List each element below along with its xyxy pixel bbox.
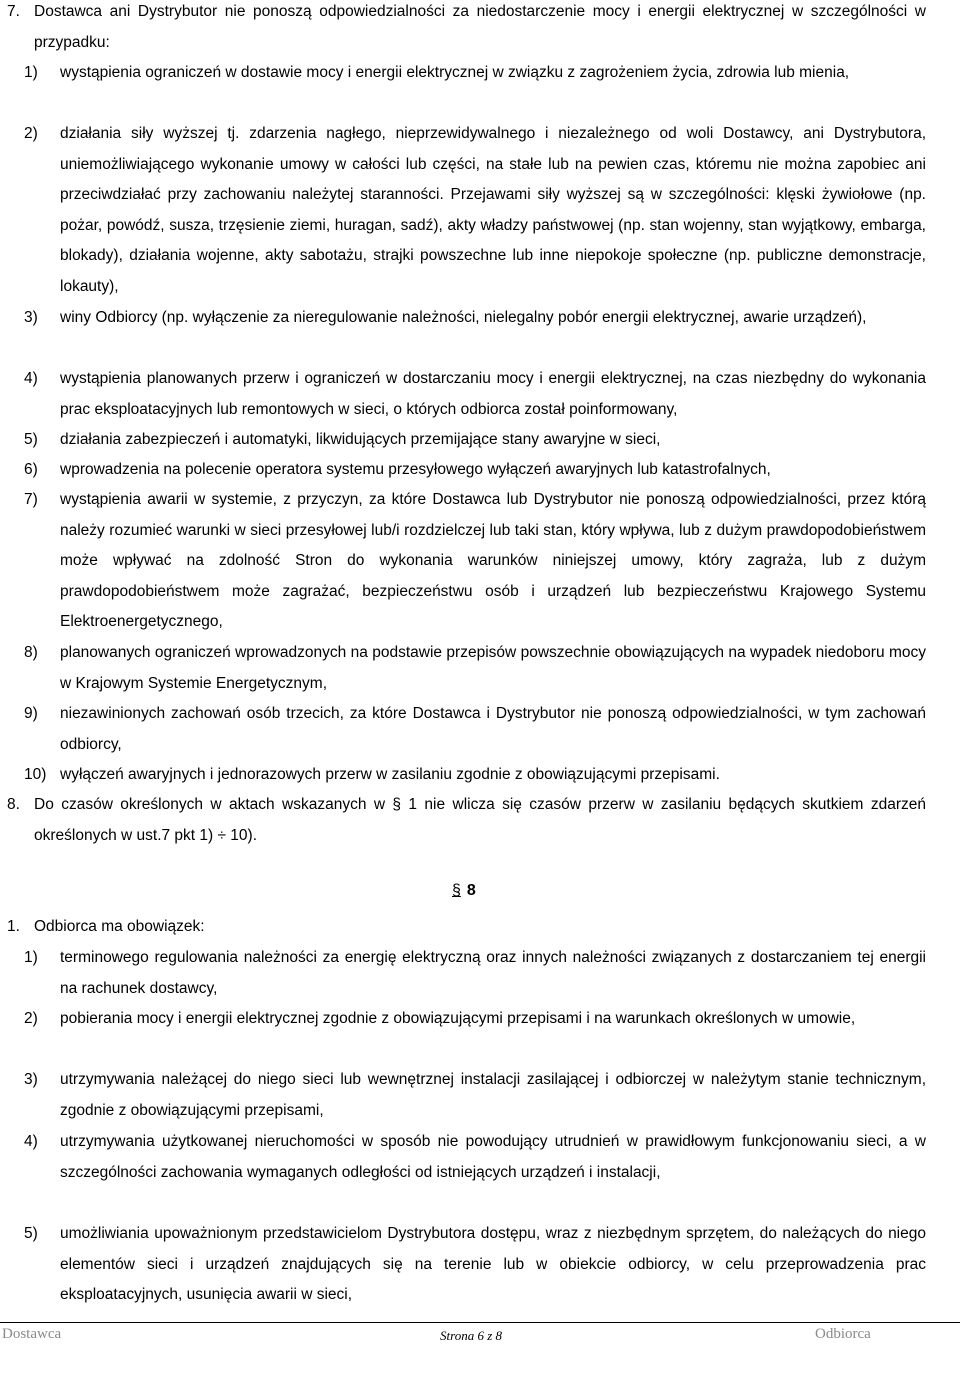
list-item: wyłączeń awaryjnych i jednorazowych przerw w zasilaniu zgodnie z obowiązującymi przepisami. — [60, 766, 720, 783]
list-item: działania zabezpieczeń i automatyki, likwidujących przemijające stany awaryjne w sieci, — [60, 431, 661, 448]
list-item-number: 4) — [24, 1133, 38, 1150]
page-number: Strona 6 z 8 — [440, 1328, 502, 1343]
list-item: utrzymywania użytkowanej nieruchomości w sposób nie powodujący utrudnień w prawidłowym funkcjonowaniu sieci, a w szczególności zachowania wymaganych odległości od istniejących urządzeń i instalacji, — [60, 1133, 926, 1181]
paragraph-sign: § — [452, 882, 461, 899]
paragraph-number: 8 — [466, 882, 476, 899]
section-text: Odbiorca ma obowiązek: — [34, 918, 205, 935]
footer-supplier-label: Dostawca — [2, 1326, 62, 1342]
list-item: wystąpienia awarii w systemie, z przyczyn, za które Dostawca lub Dystrybutor nie ponoszą odpowiedzialności, przez którą należy rozumieć warunki w sieci przesyłowej lub/i rozdzielczej lub taki stan, który wpływa, lub z dużym prawdopodobieństwem może wpływać na zdolność Stron do wykonania warunków niniejszej umowy, który zagraża, lub z dużym prawdopodobieństwem może zagrażać, bezpieczeństwu osób i urządzeń lub bezpieczeństwu Krajowego Systemu Elektroenergetycznego, — [60, 491, 926, 631]
list-item-number: 1) — [24, 949, 38, 966]
list-item-number: 9) — [24, 705, 38, 722]
list-item: terminowego regulowania należności za energię elektryczną oraz innych należności związanych z dostarczaniem tej energii na rachunek dostawcy, — [60, 949, 926, 997]
list-item-number: 7) — [24, 491, 38, 508]
list-item: niezawinionych zachowań osób trzecich, za które Dostawca i Dystrybutor nie ponoszą odpowiedzialności, w tym zachowań odbiorcy, — [60, 705, 926, 753]
section-text: Do czasów określonych w aktach wskazanych w § 1 nie wlicza się czasów przerw w zasilaniu będących skutkiem zdarzeń określonych w ust.7 pkt 1) ÷ 10). — [34, 796, 926, 844]
list-item-number: 10) — [24, 766, 47, 783]
list-item: pobierania mocy i energii elektrycznej zgodnie z obowiązującymi przepisami i na warunkach określonych w umowie, — [60, 1010, 856, 1027]
list-item-number: 8) — [24, 644, 38, 661]
list-item-number: 3) — [24, 309, 38, 326]
list-item: planowanych ograniczeń wprowadzonych na podstawie przepisów powszechnie obowiązujących na wypadek niedoboru mocy w Krajowym Systemie Energetycznym, — [60, 644, 926, 692]
list-item-number: 2) — [24, 1010, 38, 1027]
section-number: 1. — [7, 918, 20, 935]
paragraph-heading — [452, 882, 476, 900]
list-item-number: 1) — [24, 64, 38, 81]
list-item: wystąpienia ograniczeń w dostawie mocy i energii elektrycznej w związku z zagrożeniem życia, zdrowia lub mienia, — [60, 64, 850, 81]
list-item-number: 5) — [24, 431, 38, 448]
list-item-number: 5) — [24, 1225, 38, 1242]
list-item: winy Odbiorcy (np. wyłączenie za nieregulowanie należności, nielegalny pobór energii elektrycznej, awarie urządzeń), — [60, 309, 867, 326]
list-item-number: 3) — [24, 1071, 38, 1088]
list-item: wprowadzenia na polecenie operatora systemu przesyłowego wyłączeń awaryjnych lub katastrofalnych, — [60, 461, 771, 478]
list-item: wystąpienia planowanych przerw i ograniczeń w dostarczaniu mocy i energii elektrycznej, na czas niezbędny do wykonania prac eksploatacyjnych lub remontowych w sieci, o których odbiorca został poinformowany, — [60, 370, 926, 418]
list-item-number: 2) — [24, 125, 38, 142]
section-text: Dostawca ani Dystrybutor nie ponoszą odpowiedzialności za niedostarczenie mocy i energii elektrycznej w szczególności w przypadku: — [34, 3, 926, 51]
section-number: 7. — [7, 3, 20, 20]
list-item: umożliwiania upoważnionym przedstawicielom Dystrybutora dostępu, wraz z niezbędnym sprzętem, do należących do niego elementów sieci i urządzeń znajdujących się na terenie lub w obiekcie odbiorcy, w celu przeprowadzenia prac eksploatacyjnych, usunięcia awarii w sieci, — [60, 1225, 926, 1304]
section-number: 8. — [7, 796, 20, 813]
list-item-number: 4) — [24, 370, 38, 387]
footer-divider — [0, 1322, 960, 1323]
footer-customer-label: Odbiorca — [815, 1326, 871, 1342]
list-item: działania siły wyższej tj. zdarzenia nagłego, nieprzewidywalnego i niezależnego od woli Dostawcy, ani Dystrybutora, uniemożliwiającego wykonanie umowy w całości lub części, na stałe lub na pewien czas, któremu nie można zapobiec ani przeciwdziałać przy zachowaniu należytej staranności. Przejawami siły wyższej są w szczególności: klęski żywiołowe (np. pożar, powódź, susza, trzęsienie ziemi, huragan, sadź), akty władzy państwowej (np. stan wojenny, stan wyjątkowy, embarga, blokady), działania wojenne, akty sabotażu, strajki powszechne lub inne niepokoje społeczne (np. publiczne demonstracje, lokauty), — [60, 125, 926, 295]
list-item-number: 6) — [24, 461, 38, 478]
list-item: utrzymywania należącej do niego sieci lub wewnętrznej instalacji zasilającej i odbiorczej w należytym stanie technicznym, zgodnie z obowiązującymi przepisami, — [60, 1071, 926, 1119]
